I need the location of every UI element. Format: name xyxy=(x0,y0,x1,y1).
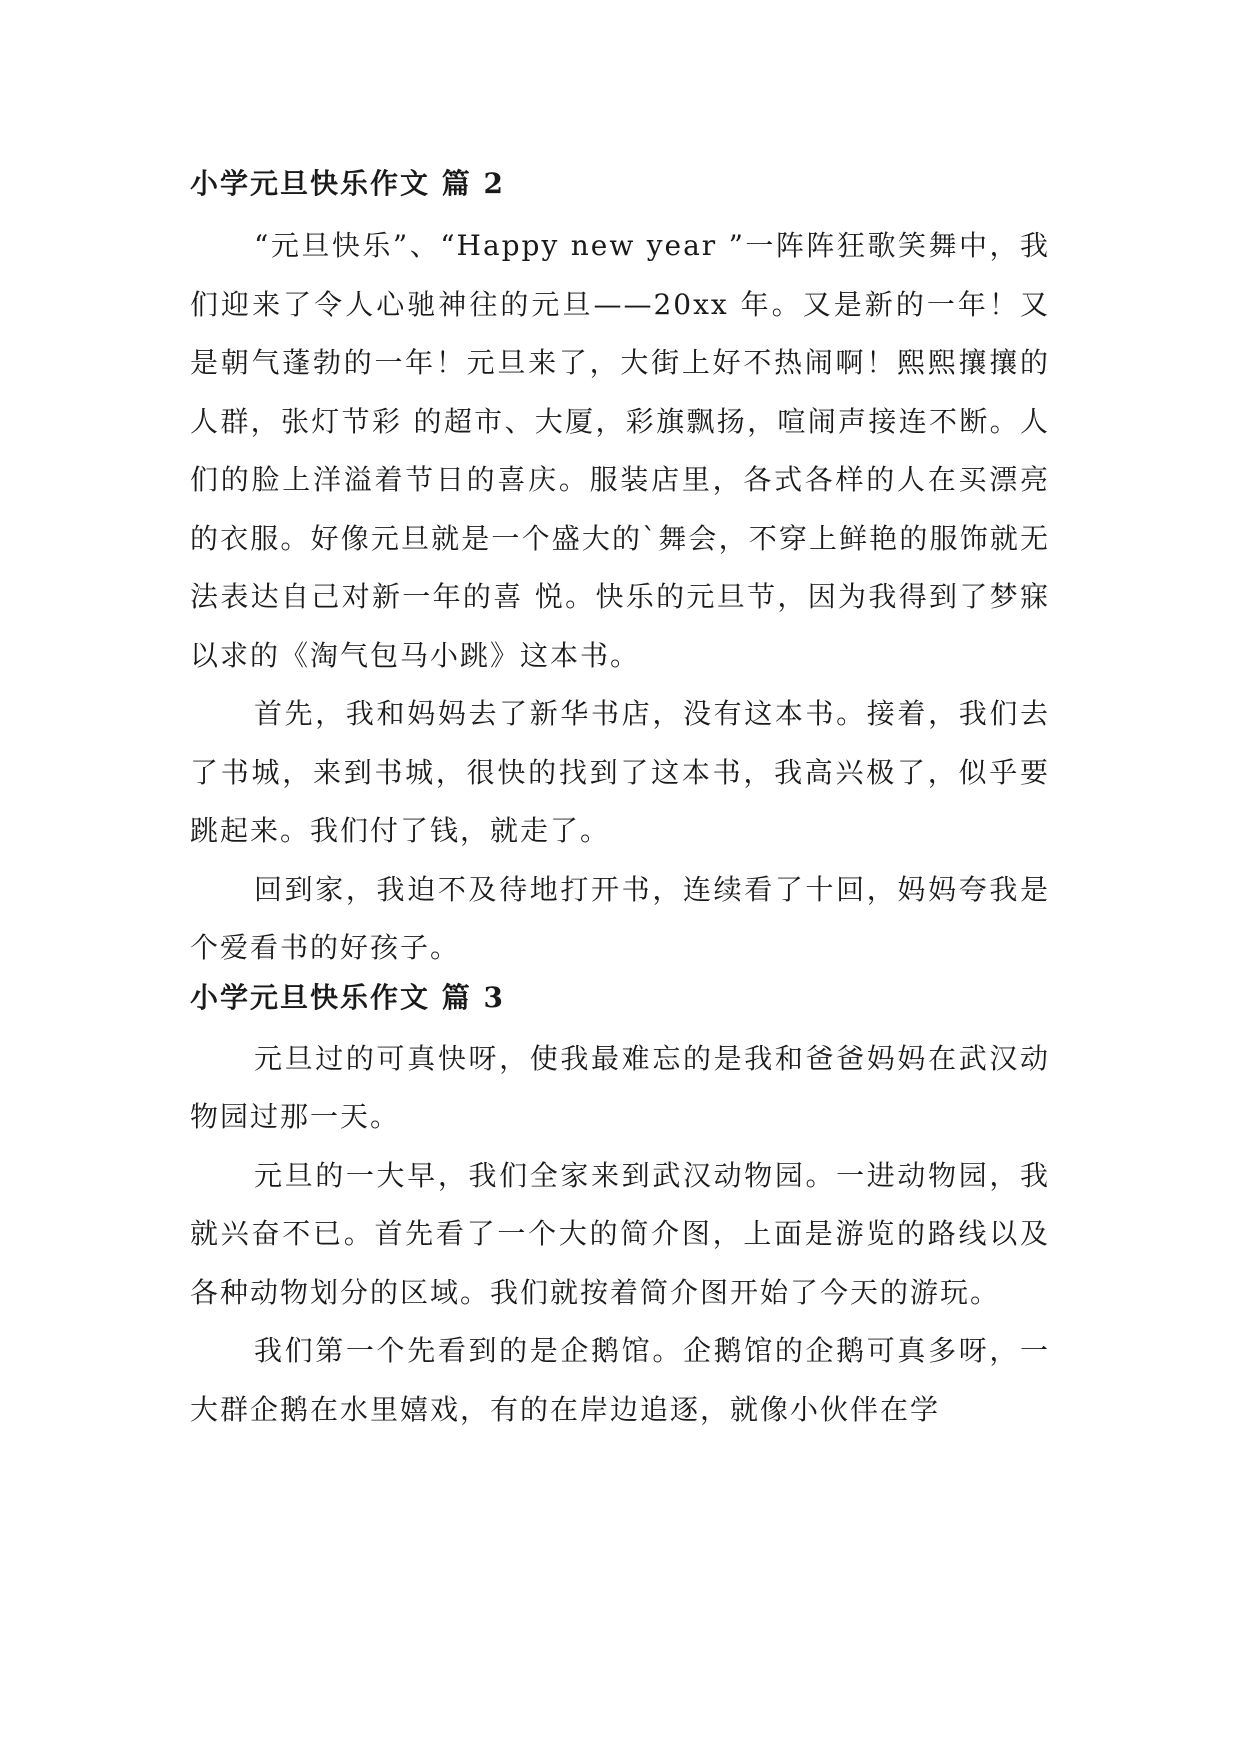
essay-section-2 xyxy=(190,158,1050,978)
essay-section-3 xyxy=(190,972,1050,1440)
paragraph: 元旦的一大早，我们全家来到武汉动物园。一进动物园，我就兴奋不已。首先看了一个大的简介图，上面是游览的路线以及各种动物划分的区域。我们就按着简介图开始了今天的游玩。 xyxy=(190,1158,1050,1309)
paragraph: 回到家，我迫不及待地打开书，连续看了十回，妈妈夸我是个爱看书的好孩子。 xyxy=(190,872,1050,964)
document-page xyxy=(190,158,1050,1439)
paragraph: 元旦过的可真快呀，使我最难忘的是我和爸爸妈妈在武汉动物园过那一天。 xyxy=(190,1041,1050,1133)
section-heading: 小学元旦快乐作文 篇 3 xyxy=(190,980,505,1014)
paragraph: 我们第一个先看到的是企鹅馆。企鹅馆的企鹅可真多呀，一大群企鹅在水里嬉戏，有的在岸边追逐，就像小伙伴在学 xyxy=(190,1334,1050,1426)
paragraph: “元旦快乐”、“Happy new year ”一阵阵狂歌笑舞中，我们迎来了令人心驰神往的元旦——20xx 年。又是新的一年！又是朝气蓬勃的一年！元旦来了，大街上好不热闹啊！熙熙攘攘的人群，张灯节彩 的超市、大厦，彩旗飘扬，喧闹声接连不断。人们的脸上洋溢着节日的喜庆。服装店里，各式各样的人在买漂亮的衣服。好像元旦就是一个盛大的`舞会，不穿上鲜艳的服饰就无法表达自己对新一年的喜 悦。快乐的元旦节，因为我得到了梦寐以求的《淘气包马小跳》这本书。 xyxy=(190,229,1050,672)
section-heading: 小学元旦快乐作文 篇 2 xyxy=(190,167,505,200)
paragraph: 首先，我和妈妈去了新华书店，没有这本书。接着，我们去了书城，来到书城，很快的找到了这本书，我高兴极了，似乎要跳起来。我们付了钱，就走了。 xyxy=(190,697,1050,847)
